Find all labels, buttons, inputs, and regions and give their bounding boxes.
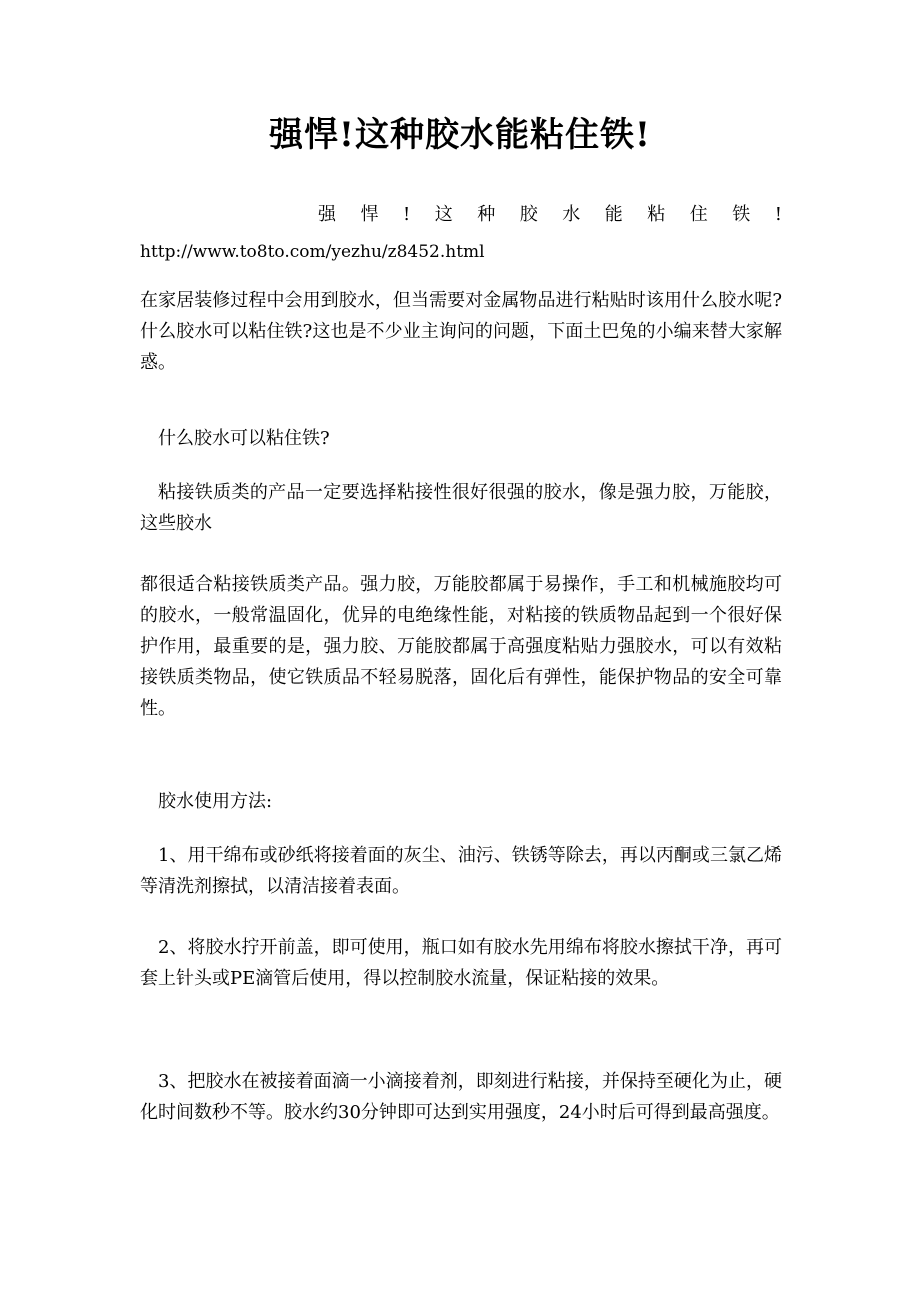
paragraph-bonding-detail: 都很适合粘接铁质类产品。强力胶，万能胶都属于易操作，手工和机械施胶均可的胶水，一般常温固化，优异的电绝缘性能，对粘接的铁质物品起到一个很好保护作用，最重要的是，强力胶、万能胶都属于高强度粘贴力强胶水，可以有效粘接铁质类物品，使它铁质品不轻易脱落，固化后有弹性，能保护物品的安全可靠性。 [140, 574, 782, 719]
usage-step-2: 2、将胶水拧开前盖，即可使用，瓶口如有胶水先用绵布将胶水擦拭干净，再可套上针头或PE滴管后使用，得以控制胶水流量，保证粘接的效果。 [140, 937, 782, 989]
section-heading-question: 什么胶水可以粘住铁? [158, 428, 330, 449]
section-heading-usage: 胶水使用方法: [158, 791, 273, 812]
intro-paragraph: 在家居装修过程中会用到胶水，但当需要对金属物品进行粘贴时该用什么胶水呢?什么胶水可以粘住铁?这也是不少业主询问的问题，下面土巴兔的小编来替大家解惑。 [140, 290, 782, 373]
paragraph-bonding-intro: 粘接铁质类的产品一定要选择粘接性很好很强的胶水，像是强力胶，万能胶，这些胶水 [140, 482, 782, 534]
header-line: 强悍!这种胶水能粘住铁! [318, 204, 782, 225]
document-title: 强悍!这种胶水能粘住铁! [269, 115, 651, 155]
usage-step-1: 1、用干绵布或砂纸将接着面的灰尘、油污、铁锈等除去，再以丙酮或三氯乙烯等清洗剂擦拭，以清洁接着表面。 [140, 845, 782, 897]
usage-step-3: 3、把胶水在被接着面滴一小滴接着剂，即刻进行粘接，并保持至硬化为止，硬化时间数秒不等。胶水约30分钟即可达到实用强度，24小时后可得到最高强度。 [140, 1071, 782, 1123]
source-url: http://www.to8to.com/yezhu/z8452.html [140, 242, 485, 262]
